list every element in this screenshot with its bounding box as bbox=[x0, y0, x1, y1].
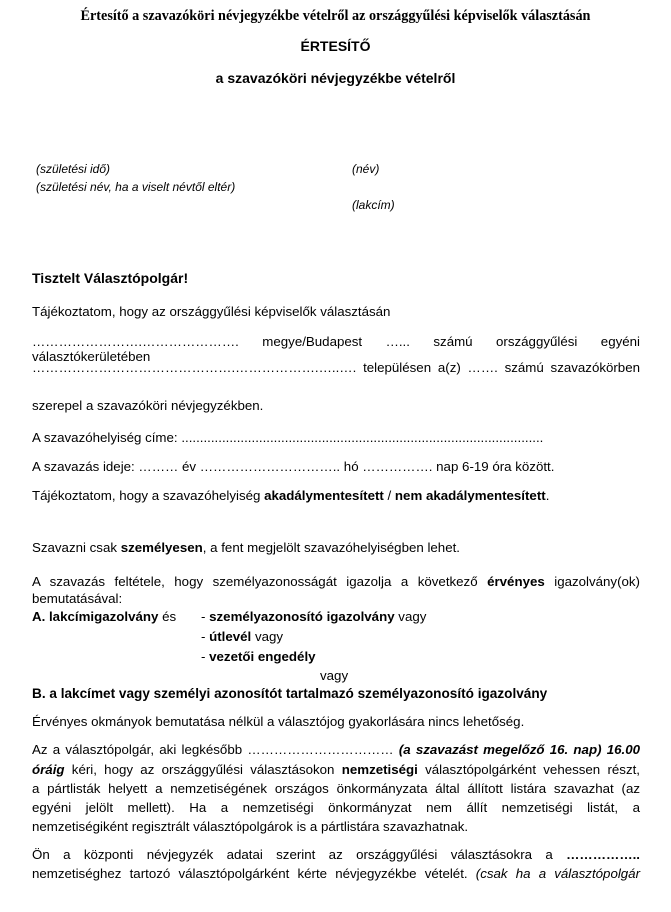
registered-nationality-text-2: nemzetiséghez tartozó választópolgárként kérte névjegyzékbe vételét. bbox=[32, 866, 476, 881]
nationality-request-text: kéri, hogy az országgyűlési választásokon bbox=[64, 762, 342, 777]
id-card-option bbox=[201, 609, 426, 624]
not-accessible-option: nem akadálymentesített bbox=[394, 488, 546, 503]
accessibility-suffix: . bbox=[545, 488, 550, 503]
intro-text: Tájékoztatom, hogy az országgyűlési képviselők választásán bbox=[32, 304, 391, 319]
licence-dash: - bbox=[201, 649, 210, 664]
nationality-para-line-5: nemzetiségiként regisztrált választópolgárok is a pártlistára szavazhatnak. bbox=[32, 819, 469, 834]
driving-licence-option bbox=[201, 649, 316, 664]
accessibility-separator: / bbox=[383, 488, 395, 503]
nationality-para-line-4: egyéni jelölt mellett). Ha a nemzetiségi önkormányzat nem állít nemzetiségi listát, a bbox=[32, 800, 640, 815]
condition-line-2: bemutatásával: bbox=[32, 591, 123, 606]
passport-option bbox=[201, 629, 283, 644]
personal-suffix: , a fent megjelölt szavazóhelyiségben lehet. bbox=[202, 540, 460, 555]
registered-nationality-line-2 bbox=[32, 866, 640, 881]
option-b: B. a lakcímet vagy személyi azonosítót tartalmazó személyazonosító igazolvány bbox=[32, 686, 548, 701]
birth-name-label: (születési név, ha a viselt névtől eltér) bbox=[36, 180, 236, 194]
registered-nationality-text: Ön a központi névjegyzék adatai szerint az országgyűlési választásokra a bbox=[32, 847, 567, 862]
personal-prefix: Szavazni csak bbox=[32, 540, 121, 555]
registered-nationality-note: (csak ha a választópolgár bbox=[475, 866, 641, 881]
name-label: (név) bbox=[352, 162, 380, 176]
accessible-option: akadálymentesített bbox=[264, 488, 384, 503]
option-a-and: és bbox=[158, 609, 177, 624]
passport-label: útlevél bbox=[209, 629, 252, 644]
nationality-deadline-hour: óráig bbox=[32, 762, 65, 777]
id-card-or: vagy bbox=[394, 609, 427, 624]
or-word: vagy bbox=[320, 668, 349, 683]
birth-date-label: (születési idő) bbox=[36, 162, 111, 176]
voting-date-line: A szavazás ideje: ……… év ………………………….. hó ……………. nap 6-19 óra között. bbox=[32, 459, 555, 474]
nationality-para-line-2 bbox=[32, 762, 640, 777]
accessibility-prefix: Tájékoztatom, hogy a szavazóhelyiség bbox=[32, 488, 265, 503]
nationality-para-line-1 bbox=[32, 742, 640, 757]
option-a bbox=[32, 609, 176, 624]
greeting: Tisztelt Választópolgár! bbox=[32, 270, 189, 286]
personal-voting-line bbox=[32, 540, 460, 555]
address-label: (lakcím) bbox=[352, 198, 395, 212]
polling-district-line: ……………………………………….……………….…..…. településen a(z) ……. számú szavazókörben bbox=[32, 360, 640, 375]
condition-line bbox=[32, 574, 640, 589]
notice-title: ÉRTESÍTŐ bbox=[300, 38, 371, 54]
nationality-bold: nemzetiségi bbox=[341, 762, 418, 777]
notice-subtitle: a szavazóköri névjegyzékbe vételről bbox=[215, 70, 456, 86]
personal-bold: személyesen bbox=[120, 540, 203, 555]
registered-nationality-line-1 bbox=[32, 847, 640, 862]
condition-prefix: A szavazás feltétele, hogy személyazonosságát igazolja a következő bbox=[32, 574, 488, 589]
passport-dash: - bbox=[201, 629, 210, 644]
id-card-dash: - bbox=[201, 609, 210, 624]
condition-valid: érvényes bbox=[487, 574, 545, 589]
passport-or: vagy bbox=[251, 629, 284, 644]
accessibility-line bbox=[32, 488, 549, 503]
polling-address-dots: .................................................................................................. bbox=[181, 430, 544, 445]
nationality-deadline: (a szavazást megelőző 16. nap) 16.00 bbox=[398, 742, 640, 757]
polling-address-line bbox=[32, 430, 543, 445]
constituency-line: …………………….…………………. megye/Budapest …... számú országgyűlési egyéni választókerületében bbox=[32, 334, 640, 364]
nationality-participate-text: választópolgárként vehessen részt, bbox=[417, 762, 640, 777]
nationality-dots: …………….. bbox=[566, 847, 640, 862]
no-documents-text: Érvényes okmányok bemutatása nélkül a választójog gyakorlására nincs lehetőség. bbox=[32, 714, 525, 729]
registered-text: szerepel a szavazóköri névjegyzékben. bbox=[32, 398, 264, 413]
nationality-para-line-3: a pártlisták helyett a nemzetiségének országos önkormányzata által állított listára szavazhat (az bbox=[32, 781, 640, 796]
id-card-label: személyazonosító igazolvány bbox=[209, 609, 395, 624]
polling-address-label: A szavazóhelyiség címe: bbox=[32, 430, 178, 445]
option-a-label: A. lakcímigazolvány bbox=[32, 609, 159, 624]
document-title: Értesítő a szavazóköri névjegyzékbe vételről az országgyűlési képviselők választásán bbox=[80, 8, 591, 24]
driving-licence-label: vezetői engedély bbox=[209, 649, 316, 664]
nationality-deadline-prefix: Az a választópolgár, aki legkésőbb …………………………… bbox=[32, 742, 399, 757]
condition-suffix: igazolvány(ok) bbox=[544, 574, 640, 589]
